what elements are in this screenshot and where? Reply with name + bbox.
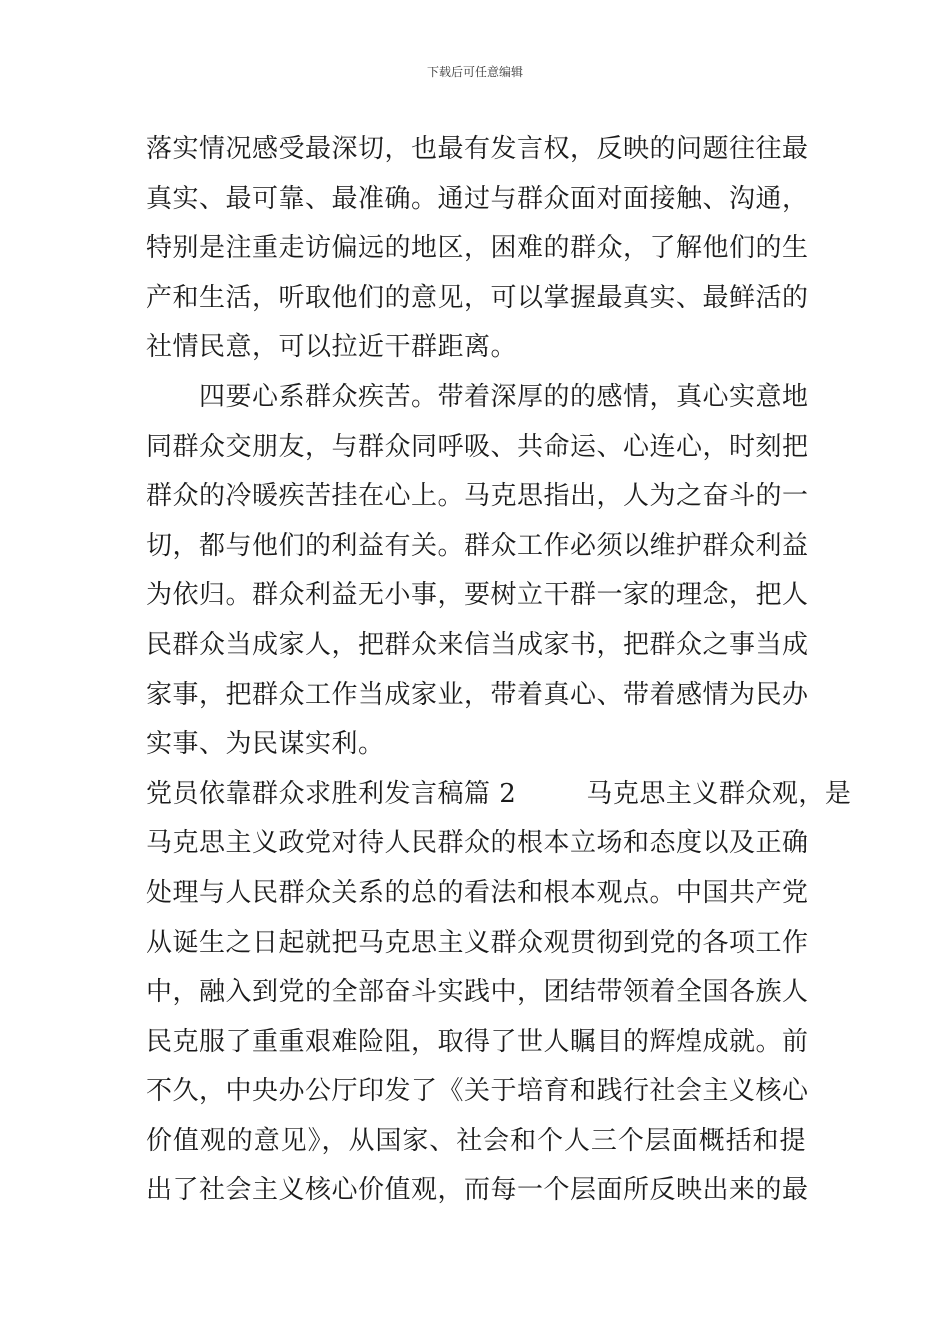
text-line: 民群众当成家人，把群众来信当成家书，把群众之事当成: [146, 629, 809, 660]
text-line: 真实、最可靠、最准确。通过与群众面对面接触、沟通，: [146, 183, 809, 214]
text-line: 价值观的意见》，从国家、社会和个人三个层面概括和提: [146, 1125, 806, 1156]
text-line: 家事，把群众工作当成家业，带着真心、带着感情为民办: [146, 679, 809, 710]
text-line: 中，融入到党的全部奋斗实践中，团结带领着全国各族人: [146, 977, 809, 1008]
text-line: 处理与人民群众关系的总的看法和根本观点。中国共产党: [146, 877, 809, 908]
section-heading: 党员依靠群众求胜利发言稿篇 2: [146, 778, 517, 809]
text-line: 不久，中央办公厅印发了《关于培育和践行社会主义核心: [146, 1076, 809, 1107]
text-line: 社情民意，可以拉近干群距离。: [146, 332, 518, 363]
text-line: 切，都与他们的利益有关。群众工作必须以维护群众利益: [146, 530, 809, 561]
text-line: 从诞生之日起就把马克思主义群众观贯彻到党的各项工作: [146, 927, 809, 958]
text-line: 产和生活，听取他们的意见，可以掌握最真实、最鲜活的: [146, 282, 809, 313]
page-header: 下载后可任意编辑: [426, 65, 523, 79]
section-heading-line: [146, 770, 852, 820]
text-line: 落实情况感受最深切，也最有发言权，反映的问题往往最: [146, 134, 809, 164]
text-line: 四要心系群众疾苦。带着深厚的的感情，真心实意地: [199, 381, 809, 412]
text-fragment: 马克思主义群众观，是: [586, 778, 852, 809]
text-line: 出了社会主义核心价值观，而每一个层面所反映出来的最: [146, 1175, 809, 1206]
text-line: 同群众交朋友，与群众同呼吸、共命运、心连心，时刻把: [146, 431, 809, 462]
text-line: 马克思主义政党对待人民群众的根本立场和态度以及正确: [146, 828, 809, 859]
text-line: 为依归。群众利益无小事，要树立干群一家的理念，把人: [146, 580, 809, 611]
text-line: 特别是注重走访偏远的地区，困难的群众，了解他们的生: [146, 233, 809, 264]
text-line: 实事、为民谋实利。: [146, 729, 385, 760]
text-line: 群众的冷暖疾苦挂在心上。马克思指出，人为之奋斗的一: [146, 481, 809, 512]
document-body: [146, 125, 852, 1216]
text-line: 民克服了重重艰难险阻，取得了世人瞩目的辉煌成就。前: [146, 1026, 809, 1057]
